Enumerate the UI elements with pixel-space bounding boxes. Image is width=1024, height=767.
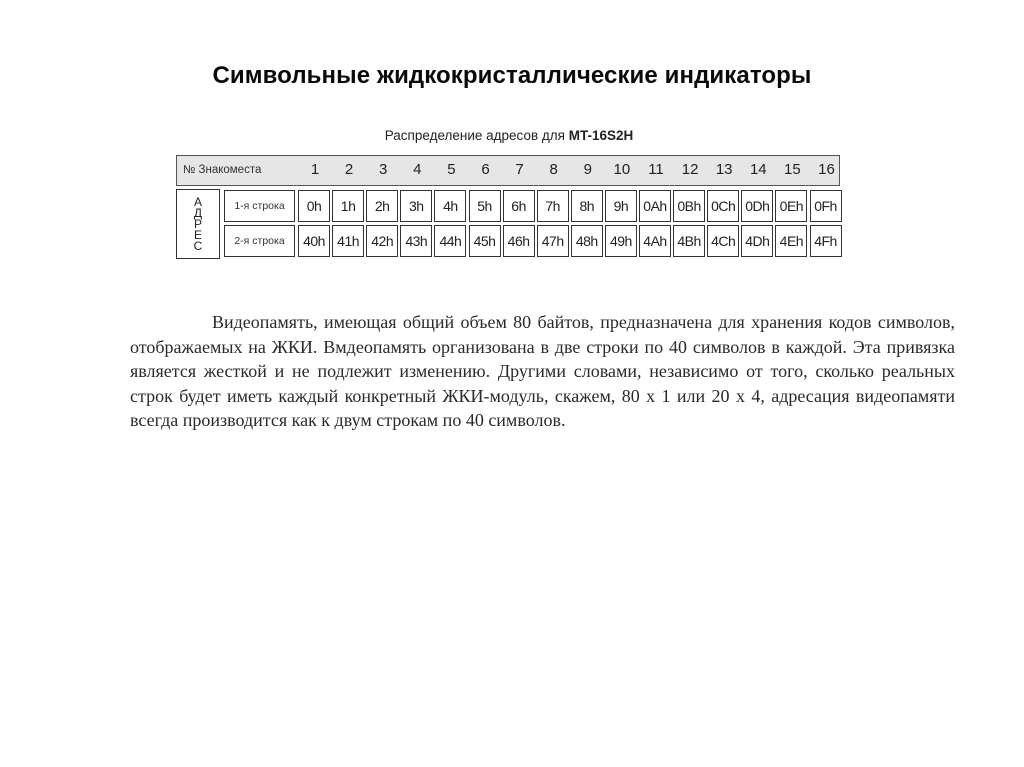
header-position: 16 [818,161,835,178]
header-position: 15 [784,161,801,178]
address-cell: 0Ah [639,190,671,222]
address-table [176,155,842,259]
header-position: 12 [681,161,699,178]
address-cell: 4h [434,190,466,222]
address-cell: 46h [503,225,535,257]
caption-model: MT-16S2H [568,128,634,143]
body-text [130,310,955,433]
address-cell: 8h [571,190,603,222]
row-label-1: 1-я строка [224,190,295,222]
header-position: 11 [648,161,664,178]
header-position: 1 [310,161,320,178]
slide-title: Символьные жидкокристаллические индикаторы [212,62,812,89]
address-letter: Е [193,227,202,242]
address-cell: 40h [298,225,330,257]
address-cell: 0Eh [775,190,807,222]
address-cell: 47h [537,225,569,257]
address-cell: 43h [400,225,432,257]
address-label [176,189,220,259]
address-cell: 44h [434,225,466,257]
header-position: 9 [583,161,592,178]
header-position: 3 [379,161,388,178]
header-position: 6 [481,161,490,178]
address-cell: 0Bh [673,190,705,222]
caption-text: Распределение адресов для [384,128,569,143]
address-cell: 4Fh [810,225,842,257]
table-header [176,155,840,186]
address-cell: 9h [605,190,637,222]
address-cell: 42h [366,225,398,257]
address-cell: 48h [571,225,603,257]
address-cell: 5h [469,190,501,222]
address-letter: С [193,238,203,253]
header-position: 7 [515,161,524,178]
header-position: 10 [613,161,631,178]
address-cell: 4Ch [707,225,739,257]
address-letter: Р [193,216,202,231]
address-cell: 41h [332,225,364,257]
header-position: 13 [715,161,733,178]
address-cell: 49h [605,225,637,257]
address-cell: 1h [332,190,364,222]
body-paragraph: Видеопамять, имеющая общий объем 80 байтов, предназначена для хранения кодов символов, отображаемых на ЖКИ. Вмдеопамять организована в две строки по 40 символов в каждой. Эта привязка является жесткой и не подлежит изменению. Другими словами, независимо от того, сколько реальных строк будет иметь каждый конкретный ЖКИ-модуль, скажем, 80 х 1 или 20 х 4, адресация видеопамяти всегда производится как к двум строкам по 40 символов. [130,312,955,430]
header-position: 8 [549,161,558,178]
header-label: № Знакоместа [183,164,262,176]
address-letter: Д [193,205,203,220]
address-cell: 4Bh [673,225,705,257]
address-cell: 4Eh [775,225,807,257]
address-cell: 4Ah [639,225,671,257]
header-position: 4 [413,161,422,178]
address-cell: 6h [503,190,535,222]
address-cell: 45h [469,225,501,257]
address-letter: А [193,194,202,209]
address-cell: 0Fh [810,190,842,222]
address-cell: 0h [298,190,330,222]
row-label-2: 2-я строка [224,225,295,257]
header-position: 2 [344,161,354,178]
address-cell: 2h [366,190,398,222]
address-cell: 0Dh [741,190,773,222]
address-cell: 0Ch [707,190,739,222]
address-cell: 4Dh [741,225,773,257]
table-caption [176,128,842,143]
address-cell: 7h [537,190,569,222]
header-position: 14 [749,161,767,178]
header-position: 5 [447,161,456,178]
address-cell: 3h [400,190,432,222]
